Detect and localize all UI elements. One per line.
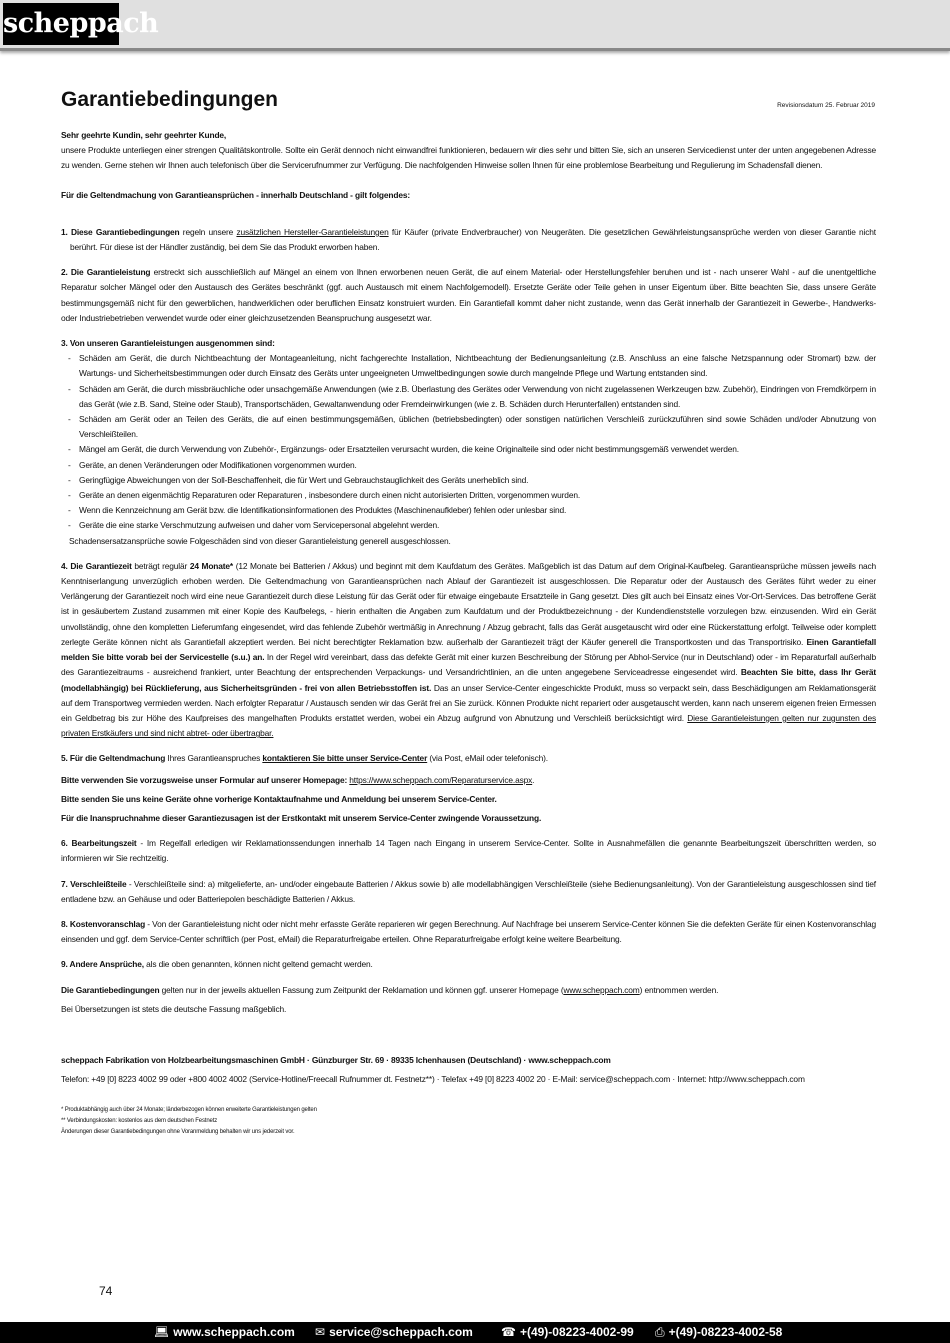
no-devices-note: Bitte senden Sie uns keine Geräte ohne vorherige Kontaktaufnahme und Anmeldung bei unserem Service-Center. xyxy=(61,793,497,804)
section-2 xyxy=(61,265,876,326)
web-contact[interactable] xyxy=(154,1322,295,1343)
page-title: Garantiebedingungen xyxy=(61,88,279,111)
footnote: * Produktabhängig auch über 24 Monate; länderbezogen können erweiterte Garantieleistungen gelten xyxy=(61,1107,317,1114)
section-8-text: - Von der Garantieleistung nicht oder nicht mehr erfasste Geräte reparieren wir gegen Berechnung. Auf Nachfrage bei unserem Service-Center können Sie die defekten Geräte für einen Kostenvoranschlag einsenden und ggf. dem Service-Center schriftlich (per Post, eMail) die Reparaturfreigabe erteilen. Ohne Reparaturfreigabe erfolgt keine weitere Bearbeitung. xyxy=(61,918,876,945)
form-hint-end: . xyxy=(532,774,535,785)
section-4-bold-c: Beachten Sie bitte, dass Ihr Gerät (modellabhängig) bei Rücklieferung, aus Sicherheitsgründen - frei von allen Betriebsstoffen ist. xyxy=(61,667,877,693)
fax-text: +(49)-08223-4002-58 xyxy=(668,1325,783,1339)
footnote: ** Verbindungskosten: kostenlos aus dem deutschen Festnetz xyxy=(61,1118,218,1125)
top-header-bar xyxy=(0,0,950,51)
section-4-lead: 4. Die Garantiezeit xyxy=(61,560,132,571)
section-5-no-devices xyxy=(61,792,876,807)
web-text: www.scheppach.com xyxy=(173,1325,295,1339)
bottom-contact-bar xyxy=(0,1322,950,1343)
company-line: scheppach Fabrikation von Holzbearbeitungsmaschinen GmbH · Günzburger Str. 69 · 89335 Ichenhausen (Deutschland) · www.scheppach.com xyxy=(61,1054,611,1065)
footnote: Änderungen dieser Garantiebedingungen ohne Voranmeldung behalten wir uns jederzeit vor. xyxy=(61,1129,295,1136)
company-contact: Telefon: +49 [0] 8223 4002 99 oder +800 4002 4002 (Service-Hotline/Freecall Rufnummer dt. Festnetz**) · Telefax +49 [0] 8223 4002 20 · E-Mail: service@scheppach.com · Internet: http://www.scheppach.com xyxy=(61,1074,805,1085)
closing-validity xyxy=(61,983,876,998)
section-4 xyxy=(61,559,876,741)
section-4-bold-b: Einen Garantiefall melden Sie bitte vorab bei der Servicestelle (s.u.) an. xyxy=(61,636,876,663)
mail-icon: ✉ xyxy=(315,1325,326,1339)
closing-lead: Die Garantiebedingungen xyxy=(61,984,160,995)
section-3-lead: 3. Von unseren Garantieleistungen ausgenommen sind: xyxy=(61,338,275,349)
germany-heading-block xyxy=(61,188,876,203)
section-9-lead: 9. Andere Ansprüche, xyxy=(61,959,144,970)
section-8 xyxy=(61,917,876,947)
germany-heading: Für die Geltendmachung von Garantieansprüchen - innerhalb Deutschland - gilt folgendes: xyxy=(61,189,410,200)
section-4-bold-a: 24 Monate* xyxy=(189,560,234,571)
exclusion-list xyxy=(61,351,876,533)
section-5-form-line xyxy=(61,773,876,788)
phone-icon: ☎ xyxy=(501,1325,516,1339)
section-1-lead: 1. Diese Garantiebedingungen xyxy=(61,226,180,237)
exclusion-item: - Geräte die eine starke Verschmutzung aufweisen und daher vom Servicepersonal abgelehnt werden. xyxy=(79,518,876,533)
exclusion-item: - Schäden am Gerät, die durch missbräuchliche oder unsachgemäße Anwendungen (wie z.B. Überlastung des Gerätes oder Verwendung von nicht zugelassenen Werkzeugen bzw. Zubehör), Eindringen von Fremdkörpern in das Gerät (wie z.B. Sand, Steine oder Staub), Transportschäden, Gewaltanwendung oder Fremdeinwirkungen (wie z. B. Schäden durch Herunterfallen) entstanden sind. xyxy=(79,382,876,412)
phone-text: +(49)-08223-4002-99 xyxy=(519,1325,634,1339)
homepage-link[interactable]: www.scheppach.com xyxy=(563,984,640,995)
section-1 xyxy=(61,225,876,255)
section-6-lead: 6. Bearbeitungszeit xyxy=(61,838,137,849)
email-contact[interactable] xyxy=(315,1322,473,1343)
section-6 xyxy=(61,836,876,866)
section-5-text-a: Ihres Garantieanspruches xyxy=(165,753,263,764)
scheppach-logo: scheppach xyxy=(3,3,119,45)
first-contact-note: Für die Inanspruchnahme dieser Garantiezusagen ist der Erstkontakt mit unserem Service-Center zwingende Voraussetzung. xyxy=(61,812,542,823)
exclusion-item: - Geringfügige Abweichungen von der Soll-Beschaffenheit, die für Wert und Gebrauchstauglichkeit des Geräts unerheblich sind. xyxy=(79,473,876,488)
email-text: service@scheppach.com xyxy=(329,1325,473,1339)
footnotes xyxy=(61,1105,876,1138)
section-5-contact-link: kontaktieren Sie bitte unser Service-Center xyxy=(262,753,428,764)
section-3 xyxy=(61,336,876,549)
exclusion-item: - Schäden am Gerät oder an Teilen des Geräts, die auf einen bestimmungsgemäßen, üblichen (betriebsbedingten) oder sonstigen natürlichen Verschleiß zurückzuführen sind sowie Schäden und/oder Abnutzung von Verschleißteilen. xyxy=(79,412,876,442)
warranty-body xyxy=(61,128,876,1138)
exclusion-item: - Mängel am Gerät, die durch Verwendung von Zubehör-, Ergänzungs- oder Ersatzteilen verursacht wurden, die keine Originalteile sind oder nicht bestimmungsgemäß verwendet werden. xyxy=(79,442,876,457)
section-4-text-a: beträgt regulär xyxy=(131,560,190,571)
fax-icon: ⎙ xyxy=(655,1325,665,1339)
section-4-text-c: In der Regel wird vereinbart, dass das defekte Gerät mit einer kurzen Beschreibung der Störung per Abhol-Service (nur in Deutschland) oder - im Reparaturfall außerhalb des Garantiezeitraums - ausreichend frankiert, unter Beachtung der entsprechenden Verpackungs- und Versandrichtlinien, an die unten angegebene Serviceadresse eingesendet wird. xyxy=(61,652,876,678)
section-9 xyxy=(61,957,876,972)
greeting-block xyxy=(61,128,876,174)
spacer xyxy=(61,1027,876,1053)
exclusion-item: - Geräte, an denen Veränderungen oder Modifikationen vorgenommen wurden. xyxy=(79,458,876,473)
exclusion-item: - Schäden am Gerät, die durch Nichtbeachtung der Montageanleitung, nicht fachgerechte Installation, Nichtbeachtung der Bedienungsanleitung (z.B. Anschluss an eine falsche Netzspannung oder Stromart) bzw. der Wartungs- und Sicherheitsbestimmungen oder durch Einsatz des Geräts unter ungeeigneten Umweltbedingungen sowie durch mangelnde Pflege und Wartung entstanden sind. xyxy=(79,351,876,381)
section-7 xyxy=(61,877,876,907)
form-hint: Bitte verwenden Sie vorzugsweise unser Formular auf unserer Homepage: xyxy=(61,774,350,785)
section-7-lead: 7. Verschleißteile xyxy=(61,878,127,889)
section-4-underline: Diese Garantieleistungen gelten nur zugunsten des privaten Erstkäufers und sind nicht abtret- oder übertragbar. xyxy=(61,712,876,739)
closing-text-b: ) entnommen werden. xyxy=(639,984,719,995)
section-4-text-d: Das an unser Service-Center eingeschickte Produkt, muss so verpackt sein, dass Beschädigungen am Reklamationsgerät auf dem Transportweg vermieden werden. Nach erfolgter Reparatur / Austausch senden wir das Gerät frei an Sie zurück. Können Produkte nicht repariert oder ausgetauscht werden, kann nach unserem eigenen freien Ermessen ein Geldbetrag bis zur Höhe des Kaufpreises des mangelhaften Produkts erstattet werden, wobei ein Abzug aufgrund von Abnutzung und Verschleiß berücksichtigt wird. xyxy=(61,682,876,723)
section-3-after: Schadensersatzansprüche sowie Folgeschäden sind von dieser Garantieleistung generell ausgeschlossen. xyxy=(69,535,451,546)
intro-text: unsere Produkte unterliegen einer strengen Qualitätskontrolle. Sollte ein Gerät dennoch nicht einwandfrei funktionieren, bedauern wir dies sehr und bitten Sie, sich an unseren Servicedienst unter der unten angegebenen Adresse zu wenden. Gerne stehen wir Ihnen auch telefonisch über die Servicerufnummer zur Verfügung. Die nachfolgenden Hinweise sollen Ihnen für eine problemlose Bearbeitung und Regulierung im Schadensfall dienen. xyxy=(61,145,876,171)
closing-translation: Bei Übersetzungen ist stets die deutsche Fassung maßgeblich. xyxy=(61,1003,287,1014)
section-1-text-b: für Käufer (private Endverbraucher) von Neugeräten. Die gesetzlichen Gewährleistungsansprüche werden von dieser Garantie nicht berührt. Für diese ist der Händler zuständig, bei dem Sie das Produkt erworben haben. xyxy=(70,226,876,253)
laptop-icon: 💻︎ xyxy=(154,1325,170,1339)
section-6-text: - Im Regelfall erledigen wir Reklamationssendungen innerhalb 14 Tagen nach Eingang in unserem Service-Center. Sollte in Ausnahmefällen die genannte Bearbeitungszeit überschritten werden, so informieren wir Sie rechtzeitig. xyxy=(61,838,876,864)
closing-text-a: gelten nur in der jeweils aktuellen Fassung zum Zeitpunkt der Reklamation und können ggf. unserer Homepage ( xyxy=(159,984,564,995)
section-2-text: erstreckt sich ausschließlich auf Mängel an einem von Ihnen erworbenen neuen Gerät, die auf einem Material- oder Herstellungsfehler beruhen und ist - nach unserer Wahl - auf die unentgeltliche Reparatur solcher Mängel oder den Austausch des Gerätes beschränkt (ggf. auch Austausch mit einem Nachfolgemodell). Ersetzte Geräte oder Teile gehen in unser Eigentum über. Bitte beachten Sie, dass unsere Geräte bestimmungsgemäß nicht für den gewerblichen, handwerklichen oder beruflichen Einsatz konstruiert wurden. Ein Garantiefall kommt daher nicht zustande, wenn das Gerät innerhalb der Garantiezeit in Gewerbe-, Handwerks- oder Industriebetrieben verwendet wurde oder einer gleichzusetzenden Beanspruchung ausgesetzt war. xyxy=(61,267,877,323)
page-number: 74 xyxy=(99,1284,113,1298)
section-7-text: - Verschleißteile sind: a) mitgelieferte, an- und/oder eingebaute Batterien / Akkus sowie b) alle modellabhängigen Verschleißteile (siehe Bedienungsanleitung). Von der Garantieleistung ausgeschlossen sind tief entladene bzw. an Gehäuse und oder Batteriepolen beschädigte Batterien / Akkus. xyxy=(61,878,876,904)
section-4-text-b: (12 Monate bei Batterien / Akkus) und beginnt mit dem Kaufdatum des Gerätes. Maßgeblich ist das Datum auf dem Original-Kaufbeleg. Garantieansprüche müssen jeweils nach Kenntniserlangung unverzüglich erhoben werden. Die Geltendmachung von Garantieansprüchen nach Ablauf der Garantiezeit ist ausgeschlossen. Die Reparatur oder der Austausch des Gerätes führt weder zu einer Verlängerung der Garantiezeit noch wird eine neue Garantiezeit durch diese Leistung für das Gerät oder für etwaige eingebaute Ersatzteile in Gang gesetzt. Dies gilt auch bei Einsatz eines Vor-Ort-Services. Das betroffene Gerät ist in gesäubertem Zustand zusammen mit einer Kopie des Kaufbelegs, - hierin enthalten die Angaben zum Kaufdatum und der Produktbezeichnung - der Kundendienststelle vorzulegen bzw. einzusenden. Wird ein Gerät unvollständig, ohne den kompletten Lieferumfang eingesendet, wird das fehlende Zubehör wertmäßig in Anrechnung / Abzug gebracht, falls das Gerät ausgetauscht wird oder eine Rückerstattung erfolgt. Teilweise oder komplett zerlegte Geräte können nicht als Garantiefall akzeptiert werden. Bei nicht berechtigter Reklamation bzw. außerhalb der Garantiezeit trägt der Käufer generell die Transportkosten und das Transportrisiko. xyxy=(61,560,877,647)
section-1-underline: zusätzlichen Hersteller-Garantieleistungen xyxy=(236,226,389,237)
phone-contact[interactable] xyxy=(501,1322,634,1343)
section-5-text-b: (via Post, eMail oder telefonisch). xyxy=(427,753,548,764)
revision-date: Revisionsdatum 25. Februar 2019 xyxy=(777,102,875,109)
greeting: Sehr geehrte Kundin, sehr geehrter Kunde, xyxy=(61,130,227,140)
exclusion-item: - Geräte an denen eigenmächtig Reparaturen oder Reparaturen , insbesondere durch einen nicht autorisierten Dritten, vorgenommen wurden. xyxy=(79,488,876,503)
repair-service-link[interactable]: https://www.scheppach.com/Reparaturservice.aspx xyxy=(349,774,533,785)
section-2-lead: 2. Die Garantieleistung xyxy=(61,267,151,278)
section-5 xyxy=(61,751,876,766)
section-5-lead: 5. Für die Geltendmachung xyxy=(61,753,166,764)
section-8-lead: 8. Kostenvoranschlag xyxy=(61,918,146,929)
fax-contact[interactable] xyxy=(655,1322,782,1343)
exclusion-item: - Wenn die Kennzeichnung am Gerät bzw. die Identifikationsinformationen des Produktes (Maschinenaufkleber) fehlen oder unlesbar sind. xyxy=(79,503,876,518)
section-5-first-contact xyxy=(61,811,876,826)
section-9-text: als die oben genannten, können nicht geltend gemacht werden. xyxy=(143,959,373,970)
section-1-text-a: regeln unsere xyxy=(179,226,237,237)
